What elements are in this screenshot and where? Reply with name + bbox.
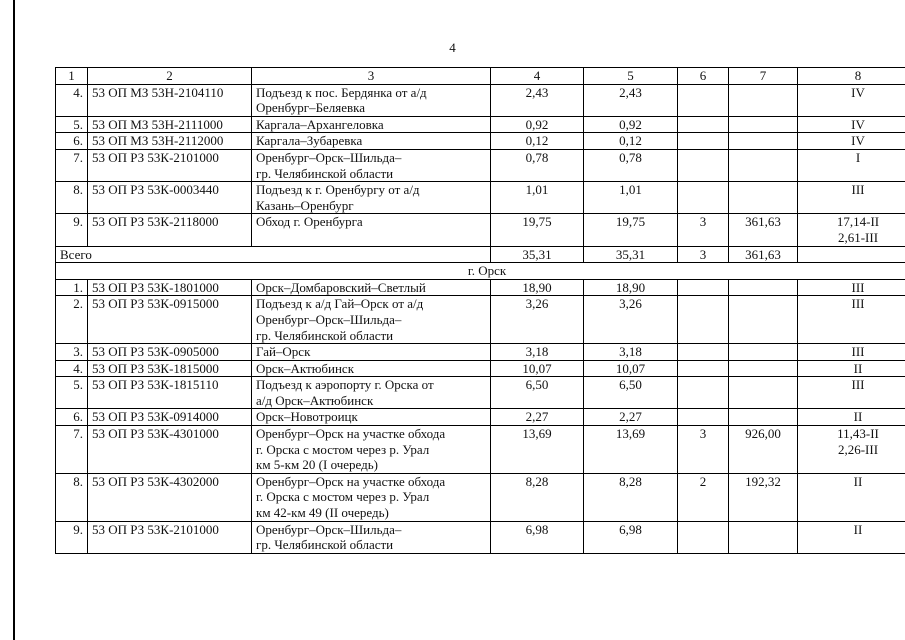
- road-length: 0,92: [491, 116, 584, 133]
- road-length: 10,07: [491, 360, 584, 377]
- road-length-2: 2,27: [584, 409, 678, 426]
- table-row: [56, 182, 905, 214]
- road-length: 1,01: [491, 182, 584, 214]
- bridge-length: [729, 377, 798, 409]
- road-category-line: 2,26-III: [837, 441, 879, 457]
- road-length-2: 1,01: [584, 182, 678, 214]
- road-category: [798, 409, 905, 426]
- road-category: [798, 296, 905, 344]
- bridge-length: [729, 360, 798, 377]
- road-name: [252, 377, 491, 409]
- table-row: [56, 360, 905, 377]
- road-category-line: IV: [851, 84, 865, 100]
- road-category: [798, 214, 905, 246]
- road-name-line: Гай–Орск: [256, 344, 311, 360]
- road-name-line: Оренбург–Орск–Шильда–: [256, 311, 402, 327]
- row-number: 8.: [56, 473, 88, 521]
- bridge-count: [678, 279, 729, 296]
- row-number: 4.: [56, 84, 88, 116]
- column-header: 6: [678, 68, 729, 85]
- road-category-line: 11,43-II: [837, 426, 879, 442]
- row-number: 9.: [56, 521, 88, 553]
- table-row: [56, 344, 905, 361]
- road-name: [252, 426, 491, 474]
- bridge-length: [729, 279, 798, 296]
- road-code: 53 ОП РЗ 53К-4302000: [88, 473, 252, 521]
- table-row: [56, 279, 905, 296]
- city-section-label: г. Орск: [56, 263, 905, 280]
- total-bridge-length: 361,63: [729, 246, 798, 263]
- road-category-line: IV: [851, 133, 865, 149]
- row-number: 1.: [56, 279, 88, 296]
- road-name: [252, 214, 491, 246]
- total-label: Всего: [56, 246, 491, 263]
- table-row: [56, 473, 905, 521]
- row-number: 9.: [56, 214, 88, 246]
- bridge-length: [729, 521, 798, 553]
- total-row: [56, 246, 905, 263]
- road-name-line: Подъезд к пос. Бердянка от а/д: [256, 84, 427, 100]
- row-number: 6.: [56, 133, 88, 150]
- road-code: 53 ОП МЗ 53Н-2112000: [88, 133, 252, 150]
- column-header: 5: [584, 68, 678, 85]
- column-header: 3: [252, 68, 491, 85]
- road-name: [252, 84, 491, 116]
- road-name-line: Подъезд к аэропорту г. Орска от: [256, 377, 434, 393]
- road-length-2: 3,18: [584, 344, 678, 361]
- road-category: [798, 377, 905, 409]
- row-number: 7.: [56, 426, 88, 474]
- road-category-line: III: [851, 377, 865, 393]
- road-length-2: 6,50: [584, 377, 678, 409]
- road-length-2: 8,28: [584, 473, 678, 521]
- bridge-count: [678, 182, 729, 214]
- road-code: 53 ОП РЗ 53К-0914000: [88, 409, 252, 426]
- road-category: [798, 84, 905, 116]
- page-number: 4: [449, 40, 456, 55]
- road-name-line: гр. Челябинской области: [256, 537, 394, 553]
- road-name: [252, 296, 491, 344]
- road-length: 6,98: [491, 521, 584, 553]
- road-category: [798, 116, 905, 133]
- bridge-count: [678, 296, 729, 344]
- city-section-row: [56, 263, 905, 280]
- road-name-line: Казань–Оренбург: [256, 197, 354, 213]
- road-length-2: 13,69: [584, 426, 678, 474]
- road-name: [252, 473, 491, 521]
- road-code: 53 ОП РЗ 53К-2118000: [88, 214, 252, 246]
- road-name: [252, 521, 491, 553]
- road-name: [252, 133, 491, 150]
- road-length-2: 6,98: [584, 521, 678, 553]
- road-length-2: 10,07: [584, 360, 678, 377]
- road-name-line: гр. Челябинской области: [256, 165, 394, 181]
- header-row: [56, 68, 905, 85]
- road-code: 53 ОП РЗ 53К-2101000: [88, 521, 252, 553]
- road-length-2: 0,12: [584, 133, 678, 150]
- total-bridges: 3: [678, 246, 729, 263]
- bridge-count: [678, 133, 729, 150]
- row-number: 7.: [56, 149, 88, 181]
- road-category-line: II: [853, 360, 863, 376]
- row-number: 5.: [56, 116, 88, 133]
- road-name: [252, 279, 491, 296]
- table-row: [56, 116, 905, 133]
- row-number: 5.: [56, 377, 88, 409]
- road-code: 53 ОП РЗ 53К-1815000: [88, 360, 252, 377]
- road-name-line: Оренбург–Беляевка: [256, 100, 366, 116]
- road-code: 53 ОП РЗ 53К-1801000: [88, 279, 252, 296]
- road-name: [252, 344, 491, 361]
- road-category: [798, 360, 905, 377]
- bridge-count: [678, 360, 729, 377]
- road-code: 53 ОП РЗ 53К-2101000: [88, 149, 252, 181]
- bridge-length: [729, 409, 798, 426]
- column-header: 1: [56, 68, 88, 85]
- road-name-line: Подъезд к г. Оренбургу от а/д: [256, 182, 420, 198]
- road-category-line: III: [851, 296, 865, 312]
- bridge-count: [678, 149, 729, 181]
- road-length-2: 3,26: [584, 296, 678, 344]
- bridge-count: 3: [678, 214, 729, 246]
- column-header: 4: [491, 68, 584, 85]
- road-name-line: Подъезд к а/д Гай–Орск от а/д: [256, 296, 424, 312]
- bridge-count: [678, 521, 729, 553]
- road-category-line: 17,14-II: [836, 214, 880, 230]
- road-name-line: г. Орска с мостом через р. Урал: [256, 441, 430, 457]
- road-name-line: гр. Челябинской области: [256, 327, 394, 343]
- road-length: 13,69: [491, 426, 584, 474]
- row-number: 4.: [56, 360, 88, 377]
- road-name-line: Оренбург–Орск на участке обхода: [256, 473, 446, 489]
- bridge-count: [678, 377, 729, 409]
- road-category-line: III: [851, 279, 865, 295]
- total-length-2: 35,31: [584, 246, 678, 263]
- road-code: 53 ОП МЗ 53Н-2111000: [88, 116, 252, 133]
- bridge-count: [678, 84, 729, 116]
- road-name-line: Орск–Домбаровский–Светлый: [256, 279, 426, 295]
- road-name: [252, 116, 491, 133]
- row-number: 6.: [56, 409, 88, 426]
- bridge-length: 192,32: [729, 473, 798, 521]
- road-category-line: III: [851, 182, 865, 198]
- road-length: 2,27: [491, 409, 584, 426]
- road-registry-table: [55, 67, 905, 554]
- bridge-length: 361,63: [729, 214, 798, 246]
- road-name-line: Оренбург–Орск–Шильда–: [256, 521, 402, 537]
- road-category: [798, 344, 905, 361]
- road-length: 0,78: [491, 149, 584, 181]
- road-category: [798, 426, 905, 474]
- road-length: 18,90: [491, 279, 584, 296]
- road-category-line: I: [855, 149, 861, 165]
- bridge-count: [678, 344, 729, 361]
- table-row: [56, 377, 905, 409]
- road-category-line: II: [853, 473, 863, 489]
- road-name: [252, 409, 491, 426]
- column-header: 8: [798, 68, 905, 85]
- column-header: 2: [88, 68, 252, 85]
- table-row: [56, 84, 905, 116]
- road-category-line: II: [853, 521, 863, 537]
- road-length: 2,43: [491, 84, 584, 116]
- road-category: [798, 149, 905, 181]
- road-category-line: 2,61-III: [837, 229, 879, 245]
- road-name-line: Каргала–Зубаревка: [256, 133, 363, 149]
- road-name-line: Оренбург–Орск–Шильда–: [256, 149, 402, 165]
- road-length: 3,18: [491, 344, 584, 361]
- bridge-count: 2: [678, 473, 729, 521]
- road-length: 6,50: [491, 377, 584, 409]
- total-length: 35,31: [491, 246, 584, 263]
- road-name: [252, 360, 491, 377]
- road-code: 53 ОП МЗ 53Н-2104110: [88, 84, 252, 116]
- road-code: 53 ОП РЗ 53К-0905000: [88, 344, 252, 361]
- bridge-length: [729, 344, 798, 361]
- road-length: 3,26: [491, 296, 584, 344]
- table-row: [56, 521, 905, 553]
- road-name-line: Обход г. Оренбурга: [256, 214, 363, 230]
- road-code: 53 ОП РЗ 53К-1815110: [88, 377, 252, 409]
- road-category: [798, 473, 905, 521]
- table-row: [56, 409, 905, 426]
- road-length-2: 19,75: [584, 214, 678, 246]
- road-name-line: Орск–Новотроицк: [256, 409, 358, 425]
- table-row: [56, 426, 905, 474]
- road-name-line: км 42-км 49 (II очередь): [256, 505, 389, 521]
- bridge-length: [729, 116, 798, 133]
- row-number: 2.: [56, 296, 88, 344]
- road-length-2: 18,90: [584, 279, 678, 296]
- table-row: [56, 296, 905, 344]
- road-length-2: 0,92: [584, 116, 678, 133]
- bridge-length: [729, 149, 798, 181]
- bridge-length: [729, 296, 798, 344]
- bridge-count: [678, 409, 729, 426]
- left-margin-line: [13, 0, 15, 640]
- table-row: [56, 214, 905, 246]
- table-row: [56, 133, 905, 150]
- road-code: 53 ОП РЗ 53К-4301000: [88, 426, 252, 474]
- bridge-count: 3: [678, 426, 729, 474]
- column-header: 7: [729, 68, 798, 85]
- road-name: [252, 149, 491, 181]
- road-name-line: Орск–Актюбинск: [256, 360, 355, 376]
- road-length: 19,75: [491, 214, 584, 246]
- road-name-line: Каргала–Архангеловка: [256, 116, 384, 132]
- row-number: 8.: [56, 182, 88, 214]
- road-length: 0,12: [491, 133, 584, 150]
- road-category-line: III: [851, 344, 865, 360]
- road-category-line: IV: [851, 116, 865, 132]
- road-name-line: Оренбург–Орск на участке обхода: [256, 426, 446, 442]
- road-name-line: г. Орска с мостом через р. Урал: [256, 489, 430, 505]
- road-length-2: 2,43: [584, 84, 678, 116]
- road-category-line: II: [853, 409, 863, 425]
- row-number: 3.: [56, 344, 88, 361]
- bridge-length: [729, 84, 798, 116]
- table-body: [56, 84, 905, 553]
- road-category: [798, 182, 905, 214]
- road-name: [252, 182, 491, 214]
- road-length: 8,28: [491, 473, 584, 521]
- road-category: [798, 521, 905, 553]
- bridge-length: [729, 182, 798, 214]
- road-code: 53 ОП РЗ 53К-0003440: [88, 182, 252, 214]
- road-name-line: а/д Орск–Актюбинск: [256, 392, 374, 408]
- total-category: [798, 246, 905, 263]
- road-code: 53 ОП РЗ 53К-0915000: [88, 296, 252, 344]
- bridge-count: [678, 116, 729, 133]
- road-name-line: км 5-км 20 (I очередь): [256, 457, 379, 473]
- road-category: [798, 279, 905, 296]
- road-category: [798, 133, 905, 150]
- bridge-length: [729, 133, 798, 150]
- bridge-length: 926,00: [729, 426, 798, 474]
- table-row: [56, 149, 905, 181]
- road-length-2: 0,78: [584, 149, 678, 181]
